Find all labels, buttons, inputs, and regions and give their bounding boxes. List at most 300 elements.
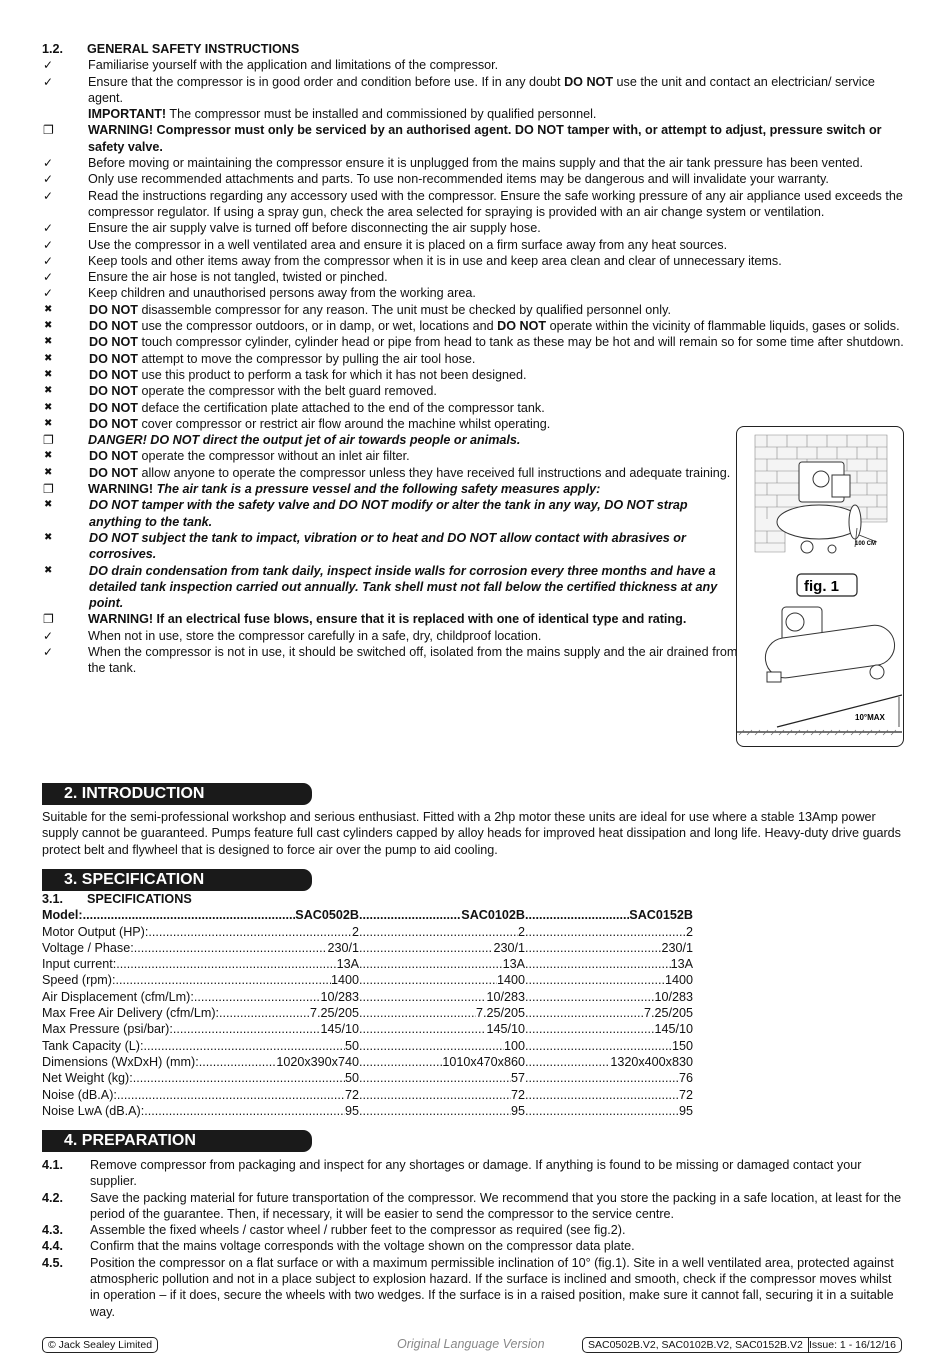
spec-cell xyxy=(42,1103,359,1119)
safety-text-run: Ensure that the compressor is in good order and condition before use. If in any doubt xyxy=(88,74,565,89)
spec-value: 2 xyxy=(517,924,525,939)
leader-dots xyxy=(359,1038,504,1054)
leader-dots xyxy=(359,940,493,956)
spec-cell xyxy=(525,940,693,956)
spec-cell xyxy=(42,972,359,988)
leader-dots xyxy=(144,1038,345,1054)
leader-dots xyxy=(117,1087,345,1103)
spec-table xyxy=(42,891,702,1119)
spec-cell xyxy=(359,1070,525,1086)
spec-value: 7.25/205 xyxy=(475,1006,525,1021)
safety-text-run: use the unit and contact an electrician/ service agent. xyxy=(88,74,875,105)
spacer-icon xyxy=(42,106,88,122)
safety-item xyxy=(42,253,912,269)
safety-item-text xyxy=(88,74,912,107)
safety-text-run: DO NOT xyxy=(89,384,138,399)
spec-value: 1400 xyxy=(330,973,359,988)
safety-item xyxy=(42,57,912,73)
spec-value: 145/10 xyxy=(654,1022,693,1037)
spec-value: 57 xyxy=(510,1071,525,1086)
leader-dots xyxy=(525,956,671,972)
spec-row xyxy=(42,972,702,988)
leader-dots xyxy=(359,1021,486,1037)
safety-item xyxy=(42,171,912,187)
spec-value: 1020x390x740 xyxy=(276,1054,359,1069)
spec-row xyxy=(42,1103,702,1119)
safety-item xyxy=(42,400,912,416)
leader-dots xyxy=(359,1005,476,1021)
safety-item-text xyxy=(88,269,912,285)
spec-cell xyxy=(42,1038,359,1054)
prep-text: Remove compressor from packaging and inspect for any shortages or damage. If anything is found to be missing or damaged contact your supplier. xyxy=(90,1158,862,1189)
leader-dots xyxy=(525,940,661,956)
compressor-illustration xyxy=(737,427,902,745)
check-icon: ✓ xyxy=(43,253,54,268)
spec-sub-title: SPECIFICATIONS xyxy=(87,892,192,906)
safety-text-run: When not in use, store the compressor carefully in a safe, dry, childproof location. xyxy=(88,628,542,643)
spec-row xyxy=(42,907,702,923)
spec-cell xyxy=(525,1054,693,1070)
spec-cell xyxy=(525,1087,693,1103)
safety-text-run: Keep tools and other items away from the compressor when it is in use and keep area clean and clear of unnecessary items. xyxy=(88,253,782,268)
spec-value: 50 xyxy=(344,1071,359,1086)
warning-box-icon: ❐ xyxy=(43,612,54,627)
leader-dots xyxy=(116,956,336,972)
safety-item-text xyxy=(89,530,739,563)
leader-dots xyxy=(525,972,665,988)
spec-cell xyxy=(525,989,693,1005)
leader-dots xyxy=(173,1021,321,1037)
spec-row xyxy=(42,956,702,972)
spec-value: 230/1 xyxy=(327,940,359,955)
spec-value: 72 xyxy=(344,1087,359,1102)
spec-value: 145/10 xyxy=(320,1022,359,1037)
spec-label: Max Pressure (psi/bar): xyxy=(42,1022,173,1037)
cross-icon: ✖ xyxy=(44,368,53,380)
spec-row xyxy=(42,940,702,956)
spec-row xyxy=(42,1021,702,1037)
spec-label: Max Free Air Delivery (cfm/Lm): xyxy=(42,1006,220,1021)
spec-cell xyxy=(525,956,693,972)
spec-row xyxy=(42,1087,702,1103)
leader-dots xyxy=(148,924,352,940)
leader-dots xyxy=(359,1054,442,1070)
warning-box-icon: ❐ xyxy=(43,123,54,138)
spec-cell xyxy=(42,1021,359,1037)
spec-value: 7.25/205 xyxy=(643,1006,693,1021)
check-icon: ✓ xyxy=(43,156,54,171)
safety-item xyxy=(42,237,912,253)
spec-label: Voltage / Phase: xyxy=(42,940,134,955)
spec-row xyxy=(42,1070,702,1086)
spec-value: 95 xyxy=(344,1103,359,1118)
warning-box-icon: ❐ xyxy=(43,482,54,497)
safety-text-run: DO NOT xyxy=(89,367,138,382)
safety-item-text xyxy=(88,432,738,448)
cross-icon: ✖ xyxy=(44,417,53,429)
spec-cell xyxy=(42,956,359,972)
safety-item-text xyxy=(88,220,912,236)
leader-dots xyxy=(525,907,629,923)
spec-cell xyxy=(525,972,693,988)
safety-text-run: Ensure the air hose is not tangled, twisted or pinched. xyxy=(88,270,388,285)
spec-cell xyxy=(525,1021,693,1037)
safety-heading xyxy=(42,41,912,57)
spec-banner: 3. SPECIFICATION xyxy=(42,869,312,891)
spec-row xyxy=(42,924,702,940)
leader-dots xyxy=(359,972,497,988)
spec-value: 72 xyxy=(510,1087,525,1102)
safety-item-text xyxy=(88,611,738,627)
safety-item-text xyxy=(88,106,912,122)
spec-cell xyxy=(42,1087,359,1103)
safety-text-run: DO NOT xyxy=(89,416,138,431)
spec-value: 100 xyxy=(503,1038,525,1053)
safety-item-text xyxy=(88,237,912,253)
safety-text-run: Familiarise yourself with the application and limitations of the compressor. xyxy=(88,58,499,73)
prep-text: Confirm that the mains voltage corresponds with the voltage shown on the compressor data plate. xyxy=(90,1239,635,1254)
cross-icon: ✖ xyxy=(44,352,53,364)
leader-dots xyxy=(525,1021,654,1037)
safety-item-text xyxy=(89,448,739,464)
safety-item xyxy=(42,285,912,301)
safety-item xyxy=(42,367,912,383)
spec-rows xyxy=(42,907,702,1119)
safety-item-text xyxy=(89,383,739,399)
leader-dots xyxy=(359,907,461,923)
spec-value: 2 xyxy=(685,924,693,939)
prep-item xyxy=(42,1238,902,1254)
safety-item xyxy=(42,334,912,350)
check-icon: ✓ xyxy=(43,644,54,659)
safety-item-text xyxy=(88,644,738,677)
safety-item xyxy=(42,155,912,171)
safety-text-run: Keep children and unauthorised persons away from the working area. xyxy=(88,286,476,301)
safety-item xyxy=(42,188,912,221)
safety-item-text xyxy=(88,285,912,301)
spec-label: Dimensions (WxDxH) (mm): xyxy=(42,1054,199,1069)
leader-dots xyxy=(134,940,328,956)
leader-dots xyxy=(359,956,503,972)
check-icon: ✓ xyxy=(43,237,54,252)
safety-text-run: Before moving or maintaining the compressor ensure it is unplugged from the mains supply and that the air tank pressure has been vented. xyxy=(88,156,863,171)
figure-label: fig. 1 xyxy=(804,578,840,595)
safety-text-run: When the compressor is not in use, it should be switched off, isolated from the mains supply and the air drained from the tank. xyxy=(88,644,738,676)
spec-cell xyxy=(359,989,525,1005)
clearance-label: 100 CM xyxy=(855,541,877,547)
footer-issue: Issue: 1 - 16/12/16 xyxy=(804,1337,902,1353)
prep-banner: 4. PREPARATION xyxy=(42,1130,312,1152)
safety-item xyxy=(42,269,912,285)
spec-label: Model: xyxy=(42,908,83,923)
safety-number: 1.2. xyxy=(42,42,64,56)
spec-cell xyxy=(359,1054,525,1070)
leader-dots xyxy=(359,1070,511,1086)
spec-cell xyxy=(359,1021,525,1037)
leader-dots xyxy=(525,1103,679,1119)
prep-number: 4.1. xyxy=(42,1158,64,1172)
prep-number: 4.3. xyxy=(42,1223,64,1238)
safety-item-text xyxy=(88,57,912,73)
safety-item xyxy=(42,106,912,122)
check-icon: ✓ xyxy=(43,188,54,203)
safety-text-run: Ensure the air supply valve is turned off before disconnecting the air supply hose. xyxy=(88,221,541,236)
prep-list xyxy=(42,1157,902,1320)
warning-box-icon: ❐ xyxy=(43,433,54,448)
safety-item-text xyxy=(89,367,739,383)
safety-text-run: DO NOT xyxy=(564,74,614,89)
leader-dots xyxy=(359,924,518,940)
safety-item-text xyxy=(88,253,912,269)
prep-item xyxy=(42,1157,902,1190)
safety-text-run: Read the instructions regarding any accessory used with the compressor. Ensure the safe working pressure of any air appliance used exceeds the compressor regulator. If using a spray gun, check the area selected for spraying is provided with an air change system or ventilation. xyxy=(88,188,903,219)
spec-value: 230/1 xyxy=(493,940,525,955)
spec-cell xyxy=(42,1070,359,1086)
cross-icon: ✖ xyxy=(44,320,53,332)
spec-cell xyxy=(525,1005,693,1021)
spec-cell xyxy=(42,1005,359,1021)
spec-value: 7.25/205 xyxy=(309,1006,359,1021)
safety-text-run: DO NOT xyxy=(89,465,138,480)
safety-text-run: touch compressor cylinder, cylinder head or pipe from head to tank as these may be hot and will remain so for some time after shutdown. xyxy=(137,335,904,350)
leader-dots xyxy=(525,1005,644,1021)
leader-dots xyxy=(525,1038,672,1054)
spec-cell xyxy=(359,924,525,940)
safety-item-text xyxy=(88,481,738,497)
cross-icon: ✖ xyxy=(44,385,53,397)
spec-label: Noise LwA (dB.A): xyxy=(42,1103,145,1118)
safety-text-run: operate the compressor with the belt guard removed. xyxy=(137,384,437,399)
spec-label: Motor Output (HP): xyxy=(42,924,149,939)
spec-cell xyxy=(359,1005,525,1021)
safety-item xyxy=(42,383,912,399)
leader-dots xyxy=(116,972,331,988)
leader-dots xyxy=(133,1070,345,1086)
spec-cell xyxy=(525,1070,693,1086)
leader-dots xyxy=(525,1070,679,1086)
spec-value: 50 xyxy=(344,1038,359,1053)
safety-text-run: WARNING! Compressor must only be serviced by an authorised agent. DO NOT tamper with, or attempt to adjust, pressure switch or safety valve. xyxy=(88,123,882,154)
check-icon: ✓ xyxy=(43,74,54,89)
footer-models: SAC0502B.V2, SAC0102B.V2, SAC0152B.V2 xyxy=(582,1337,809,1353)
spec-value: 76 xyxy=(678,1071,693,1086)
safety-item-text xyxy=(88,122,912,155)
spec-value: 150 xyxy=(671,1038,693,1053)
safety-item xyxy=(42,122,912,155)
safety-text-run: WARNING! If an electrical fuse blows, ensure that it is replaced with one of identical type and rating. xyxy=(88,612,687,627)
safety-item-text xyxy=(89,302,912,318)
safety-item xyxy=(42,318,912,334)
safety-text-run: allow anyone to operate the compressor unless they have received full instructions and adequate training. xyxy=(137,465,731,480)
leader-dots xyxy=(359,1087,511,1103)
cross-icon: ✖ xyxy=(44,303,53,315)
spec-cell xyxy=(42,924,359,940)
prep-item xyxy=(42,1255,902,1320)
leader-dots xyxy=(525,989,654,1005)
cross-icon: ✖ xyxy=(44,401,53,413)
safety-item-text xyxy=(88,628,738,644)
spec-cell xyxy=(42,907,359,923)
safety-text-run: DO NOT xyxy=(497,319,547,334)
safety-title: GENERAL SAFETY INSTRUCTIONS xyxy=(87,42,300,56)
cross-icon: ✖ xyxy=(44,336,53,348)
prep-text: Position the compressor on a flat surface or with a maximum permissible inclination of 10° (fig.1). Site in a well ventilated area, protected against atmospheric pollution and not in a place subject to explosion hazard. If the surface is inclined and smooth, check if the compressor moves whilst in operation – if it does, secure the wheels with two wedges. If the surface is in a raised position, make sure it cannot fall, securing it in a suitable way. xyxy=(90,1255,894,1319)
prep-number: 4.2. xyxy=(42,1190,64,1205)
safety-text-run: attempt to move the compressor by pulling the air tool hose. xyxy=(137,351,476,366)
spec-row xyxy=(42,989,702,1005)
spec-cell xyxy=(359,1103,525,1119)
safety-item-text xyxy=(89,563,739,612)
safety-text-run: DO NOT xyxy=(89,449,138,464)
prep-item xyxy=(42,1190,902,1223)
cross-icon: ✖ xyxy=(44,466,53,478)
spec-label: Speed (rpm): xyxy=(42,973,116,988)
spec-value: SAC0102B xyxy=(461,908,525,923)
check-icon: ✓ xyxy=(43,270,54,285)
footer xyxy=(42,1337,908,1355)
safety-item-text xyxy=(89,465,739,481)
safety-text-run: The compressor must be installed and commissioned by qualified personnel. xyxy=(166,107,597,122)
spec-value: SAC0502B xyxy=(295,908,359,923)
spec-value: 13A xyxy=(336,957,359,972)
leader-dots xyxy=(199,1054,277,1070)
safety-item xyxy=(42,220,912,236)
prep-text: Assemble the fixed wheels / castor wheel / rubber feet to the compressor as required (see fig.2). xyxy=(90,1223,626,1238)
spec-value: 1010x470x860 xyxy=(442,1054,525,1069)
spec-label: Air Displacement (cfm/Lm): xyxy=(42,989,194,1004)
spec-cell xyxy=(359,1087,525,1103)
spec-label: Tank Capacity (L): xyxy=(42,1038,144,1053)
safety-item-text xyxy=(89,318,912,334)
spec-row xyxy=(42,1038,702,1054)
safety-text-run: DO NOT xyxy=(89,351,138,366)
safety-item-text xyxy=(88,188,912,221)
cross-icon: ✖ xyxy=(44,450,53,462)
cross-icon: ✖ xyxy=(44,531,53,543)
safety-text-run: disassemble compressor for any reason. The unit must be checked by qualified personnel only. xyxy=(137,302,671,317)
safety-text-run: DO NOT tamper with the safety valve and DO NOT modify or alter the tank in any way, DO NOT strap anything to the tank. xyxy=(89,498,688,529)
spec-value: 10/283 xyxy=(486,989,525,1004)
footer-language: Original Language Version xyxy=(397,1337,545,1351)
spec-value: 95 xyxy=(678,1103,693,1118)
safety-item-text xyxy=(88,155,912,171)
spec-cell xyxy=(525,907,693,923)
safety-item-text xyxy=(89,497,739,530)
safety-text-run: cover compressor or restrict air flow around the machine whilst operating. xyxy=(137,416,551,431)
safety-text-run: DO NOT xyxy=(89,335,138,350)
leader-dots xyxy=(525,1087,679,1103)
intro-banner: 2. INTRODUCTION xyxy=(42,783,312,805)
leader-dots xyxy=(219,1005,310,1021)
safety-item-text xyxy=(89,351,739,367)
spec-value: SAC0152B xyxy=(629,908,693,923)
cross-icon: ✖ xyxy=(44,499,53,511)
spec-value: 2 xyxy=(351,924,359,939)
prep-item xyxy=(42,1222,902,1238)
spec-cell xyxy=(359,956,525,972)
spec-value: 1320x400x830 xyxy=(610,1054,693,1069)
check-icon: ✓ xyxy=(43,58,54,73)
spec-cell xyxy=(525,924,693,940)
leader-dots xyxy=(525,924,686,940)
leader-dots xyxy=(194,989,321,1005)
spec-cell xyxy=(42,940,359,956)
spec-cell xyxy=(42,989,359,1005)
spec-row xyxy=(42,1054,702,1070)
spec-value: 10/283 xyxy=(320,989,359,1004)
safety-text-run: DO drain condensation from tank daily, inspect inside walls for corrosion every three months and have a detailed tank inspection carried out annually. Tank shell must not fall below the certified thickness at any point. xyxy=(89,563,718,611)
footer-copyright: © Jack Sealey Limited xyxy=(42,1337,158,1353)
safety-text-run: Use the compressor in a well ventilated area and ensure it is placed on a firm surface away from any heat sources. xyxy=(88,237,728,252)
safety-item-text xyxy=(89,400,739,416)
safety-text-run: operate the compressor without an inlet air filter. xyxy=(137,449,410,464)
safety-item xyxy=(42,74,912,107)
prep-text: Save the packing material for future transportation of the compressor. We recommend that you store the packing in a safe location, at least for the period of the guarantee. Then, if necessary, it will be easier to send the compressor to the service centre. xyxy=(90,1190,902,1221)
safety-item-text xyxy=(88,171,912,187)
spec-cell xyxy=(525,1103,693,1119)
spec-value: 145/10 xyxy=(486,1022,525,1037)
spec-label: Input current: xyxy=(42,957,117,972)
safety-text-run: DO NOT xyxy=(89,319,138,334)
prep-number: 4.4. xyxy=(42,1239,64,1254)
leader-dots xyxy=(525,1054,610,1070)
spec-cell xyxy=(359,907,525,923)
safety-text-run: DO NOT xyxy=(89,302,138,317)
spec-value: 10/283 xyxy=(654,989,693,1004)
spec-label: Net Weight (kg): xyxy=(42,1071,133,1086)
leader-dots xyxy=(359,1103,511,1119)
check-icon: ✓ xyxy=(43,286,54,301)
spec-row xyxy=(42,1005,702,1021)
spec-value: 72 xyxy=(678,1087,693,1102)
safety-text-run: operate within the vicinity of flammable liquids, gases or solids. xyxy=(546,319,900,334)
safety-text-run: DO NOT subject the tank to impact, vibration or to heat and DO NOT allow contact with abrasives or corrosives. xyxy=(89,530,686,562)
check-icon: ✓ xyxy=(43,221,54,236)
intro-text: Suitable for the semi-professional workshop and serious enthusiast. Fitted with a 2hp motor these units are ideal for use where a stable 13Amp power supply cannot be guaranteed. Pumps feature full cast cylinders capped by alloy heads for improved heat dissipation and long life. Heavy-duty drive guards protect belt and flywheel that is designed to force air over the pump to aid cooling. xyxy=(42,810,901,857)
safety-item-text xyxy=(89,416,739,432)
check-icon: ✓ xyxy=(43,172,54,187)
spec-value: 13A xyxy=(670,957,693,972)
safety-text-run: deface the certification plate attached to the end of the compressor tank. xyxy=(137,400,545,415)
check-icon: ✓ xyxy=(43,628,54,643)
figure-1 xyxy=(736,426,904,747)
spec-value: 95 xyxy=(510,1103,525,1118)
spec-cell xyxy=(42,1054,359,1070)
spec-cell xyxy=(525,1038,693,1054)
safety-text-run: DANGER! DO NOT direct the output jet of air towards people or animals. xyxy=(88,433,521,448)
safety-text-run: Only use recommended attachments and parts. To use non-recommended items may be dangerous and will invalidate your warranty. xyxy=(88,172,829,187)
prep-number: 4.5. xyxy=(42,1255,64,1270)
spec-cell xyxy=(359,972,525,988)
leader-dots xyxy=(144,1103,345,1119)
spec-sub-number: 3.1. xyxy=(42,892,64,906)
spec-value: 13A xyxy=(502,957,525,972)
spec-cell xyxy=(359,1038,525,1054)
safety-text-run: The air tank is a pressure vessel and the following safety measures apply: xyxy=(156,482,601,497)
safety-text-run: IMPORTANT! xyxy=(88,107,167,122)
spec-value: 1400 xyxy=(664,973,693,988)
leader-dots xyxy=(359,989,486,1005)
spec-label: Noise (dB.A): xyxy=(42,1087,117,1102)
spec-subheading xyxy=(42,891,702,907)
safety-text-run: use the compressor outdoors, or in damp, or wet, locations and xyxy=(137,319,498,334)
incline-label: 10°MAX xyxy=(855,713,885,722)
spec-cell xyxy=(359,940,525,956)
safety-item xyxy=(42,351,912,367)
safety-text-run: WARNING! xyxy=(88,482,157,497)
leader-dots xyxy=(83,907,296,923)
cross-icon: ✖ xyxy=(44,564,53,576)
